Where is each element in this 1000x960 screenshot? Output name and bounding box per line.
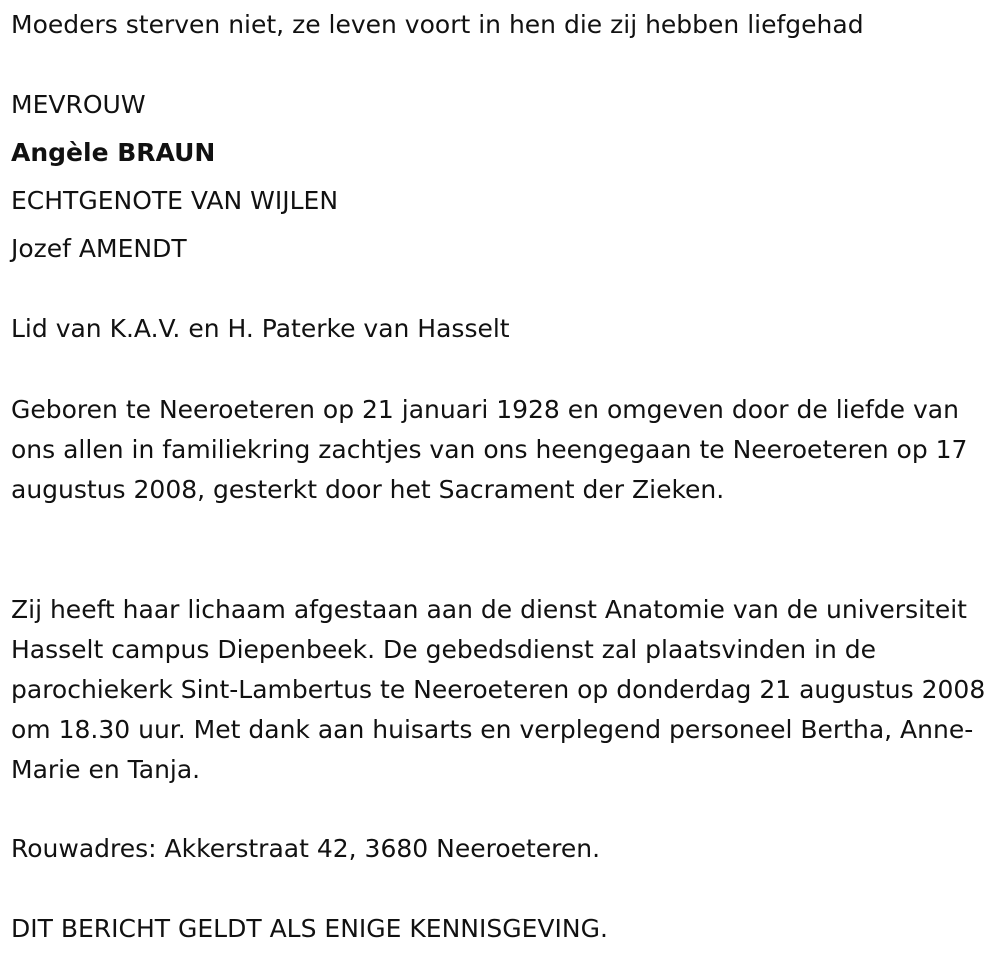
closing-statement: DIT BERICHT GELDT ALS ENIGE KENNISGEVING. (11, 914, 608, 943)
motto: Moeders sterven niet, ze leven voort in hen die zij hebben liefgehad (11, 10, 864, 39)
mourning-address: Rouwadres: Akkerstraat 42, 3680 Neeroeteren. (11, 834, 601, 863)
relation-label: ECHTGENOTE VAN WIJLEN (11, 186, 339, 215)
deceased-name: Angèle BRAUN (11, 138, 216, 167)
honorific: MEVROUW (11, 90, 146, 119)
birth-death-paragraph: Geboren te Neeroeteren op 21 januari 1928 en omgeven door de liefde van ons allen in familiekring zachtjes van ons heengegaan te Neeroeteren op 17 augustus 2008, gesterkt door het Sacrament der Zieken. (11, 395, 968, 504)
spouse-name: Jozef AMENDT (11, 234, 187, 263)
service-paragraph: Zij heeft haar lichaam afgestaan aan de dienst Anatomie van de universiteit Hasselt campus Diepenbeek. De gebedsdienst zal plaatsvinden in de parochiekerk Sint-Lambertus te Neeroeteren op donderdag 21 augustus 2008 om 18.30 uur. Met dank aan huisarts en verplegend personeel Bertha, Anne-Marie en Tanja. (11, 595, 986, 784)
membership: Lid van K.A.V. en H. Paterke van Hasselt (11, 314, 510, 343)
